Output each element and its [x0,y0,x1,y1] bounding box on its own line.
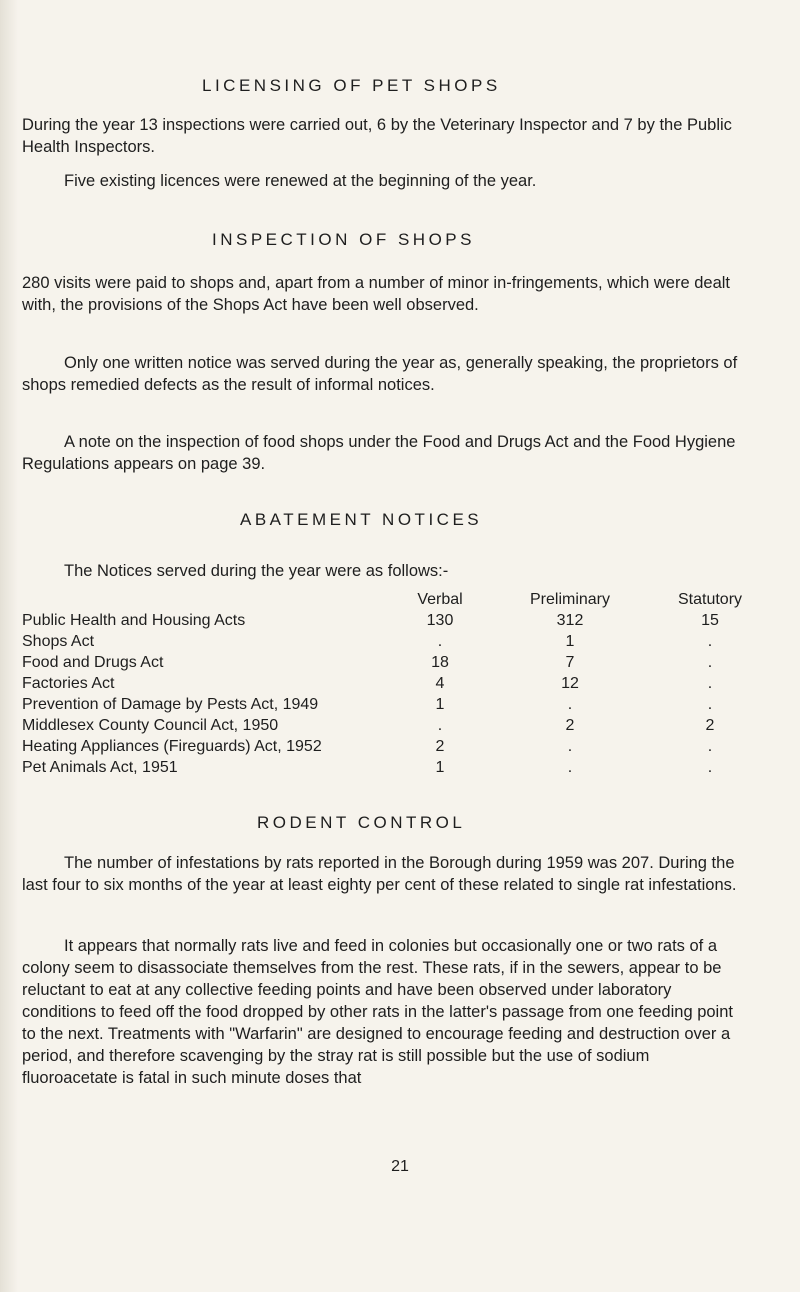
cell-preliminary: 2 [565,717,575,734]
cell-statutory: . [707,738,713,755]
cell-verbal: 1 [435,696,445,713]
cell-preliminary: . [567,696,573,713]
pet-shops-paragraph-2: Five existing licences were renewed at the beginning of the year. [64,172,537,190]
page-number: 21 [391,1158,409,1175]
cell-preliminary: 12 [561,675,579,692]
cell-statutory: . [707,696,713,713]
cell-verbal: 18 [431,654,449,671]
shops-paragraph-2: Only one written notice was served during the year as, generally speaking, the proprietors of shops remedied defects as the result of informal notices. [22,354,738,394]
pet-shops-paragraph-1: During the year 13 inspections were carried out, 6 by the Veterinary Inspector and 7 by the Public Health Inspectors. [22,116,732,156]
cell-statutory: . [707,654,713,671]
rodent-paragraph-1: The number of infestations by rats reported in the Borough during 1959 was 207. During the last four to six months of the year at least eighty per cent of these related to single rat infestations. [22,854,737,894]
cell-statutory: . [707,633,713,650]
table-row [0,695,800,715]
column-header-statutory: Statutory [677,591,743,608]
cell-statutory: 2 [705,717,715,734]
heading-rodent-control: RODENT CONTROL [257,813,466,832]
heading-inspection-of-shops: INSPECTION OF SHOPS [212,230,475,249]
table-row [0,632,800,652]
cell-preliminary: . [567,759,573,776]
column-header-verbal: Verbal [417,591,463,608]
row-label: Heating Appliances (Fireguards) Act, 1952 [22,738,322,755]
row-label: Middlesex County Council Act, 1950 [22,717,279,734]
cell-preliminary: 312 [556,612,584,629]
cell-verbal: 130 [426,612,454,629]
cell-preliminary: . [567,738,573,755]
row-label: Food and Drugs Act [22,654,164,671]
cell-verbal: . [437,633,443,650]
row-label: Pet Animals Act, 1951 [22,759,178,776]
table-header [0,590,800,610]
row-label: Factories Act [22,675,115,692]
row-label: Public Health and Housing Acts [22,612,246,629]
cell-verbal: 1 [435,759,445,776]
cell-statutory: 15 [701,612,719,629]
cell-preliminary: 1 [565,633,575,650]
column-header-preliminary: Preliminary [529,591,610,608]
table-row [0,611,800,631]
cell-statutory: . [707,759,713,776]
row-label: Prevention of Damage by Pests Act, 1949 [22,696,319,713]
cell-preliminary: 7 [565,654,575,671]
shops-paragraph-1: 280 visits were paid to shops and, apart from a number of minor in-fringements, which were dealt with, the provisions of the Shops Act have been well observed. [22,274,731,314]
heading-abatement-notices: ABATEMENT NOTICES [240,510,483,529]
heading-pet-shops: LICENSING OF PET SHOPS [202,76,501,95]
table-row [0,716,800,736]
rodent-paragraph-2: It appears that normally rats live and feed in colonies but occasionally one or two rats of a colony seem to disassociate themselves from the rest. These rats, if in the sewers, appear to be reluctant to eat at any collective feeding points and have been observed under laboratory conditions to feed off the food dropped by other rats in the latter's passage from one feeding point to the next. Treatments with "Warfarin" are designed to encourage feeding and destruction over a period, and therefore scavenging by the stray rat is still possible but the use of sodium fluoroacetate is fatal in such minute doses that [22,937,733,1087]
cell-verbal: 2 [435,738,445,755]
cell-verbal: . [437,717,443,734]
cell-statutory: . [707,675,713,692]
table-row [0,653,800,673]
abatement-intro: The Notices served during the year were as follows:- [64,562,449,580]
table-row [0,758,800,778]
table-row [0,737,800,757]
cell-verbal: 4 [435,675,445,692]
shops-paragraph-3: A note on the inspection of food shops under the Food and Drugs Act and the Food Hygiene Regulations appears on page 39. [22,433,736,473]
table-row [0,674,800,694]
row-label: Shops Act [22,633,95,650]
